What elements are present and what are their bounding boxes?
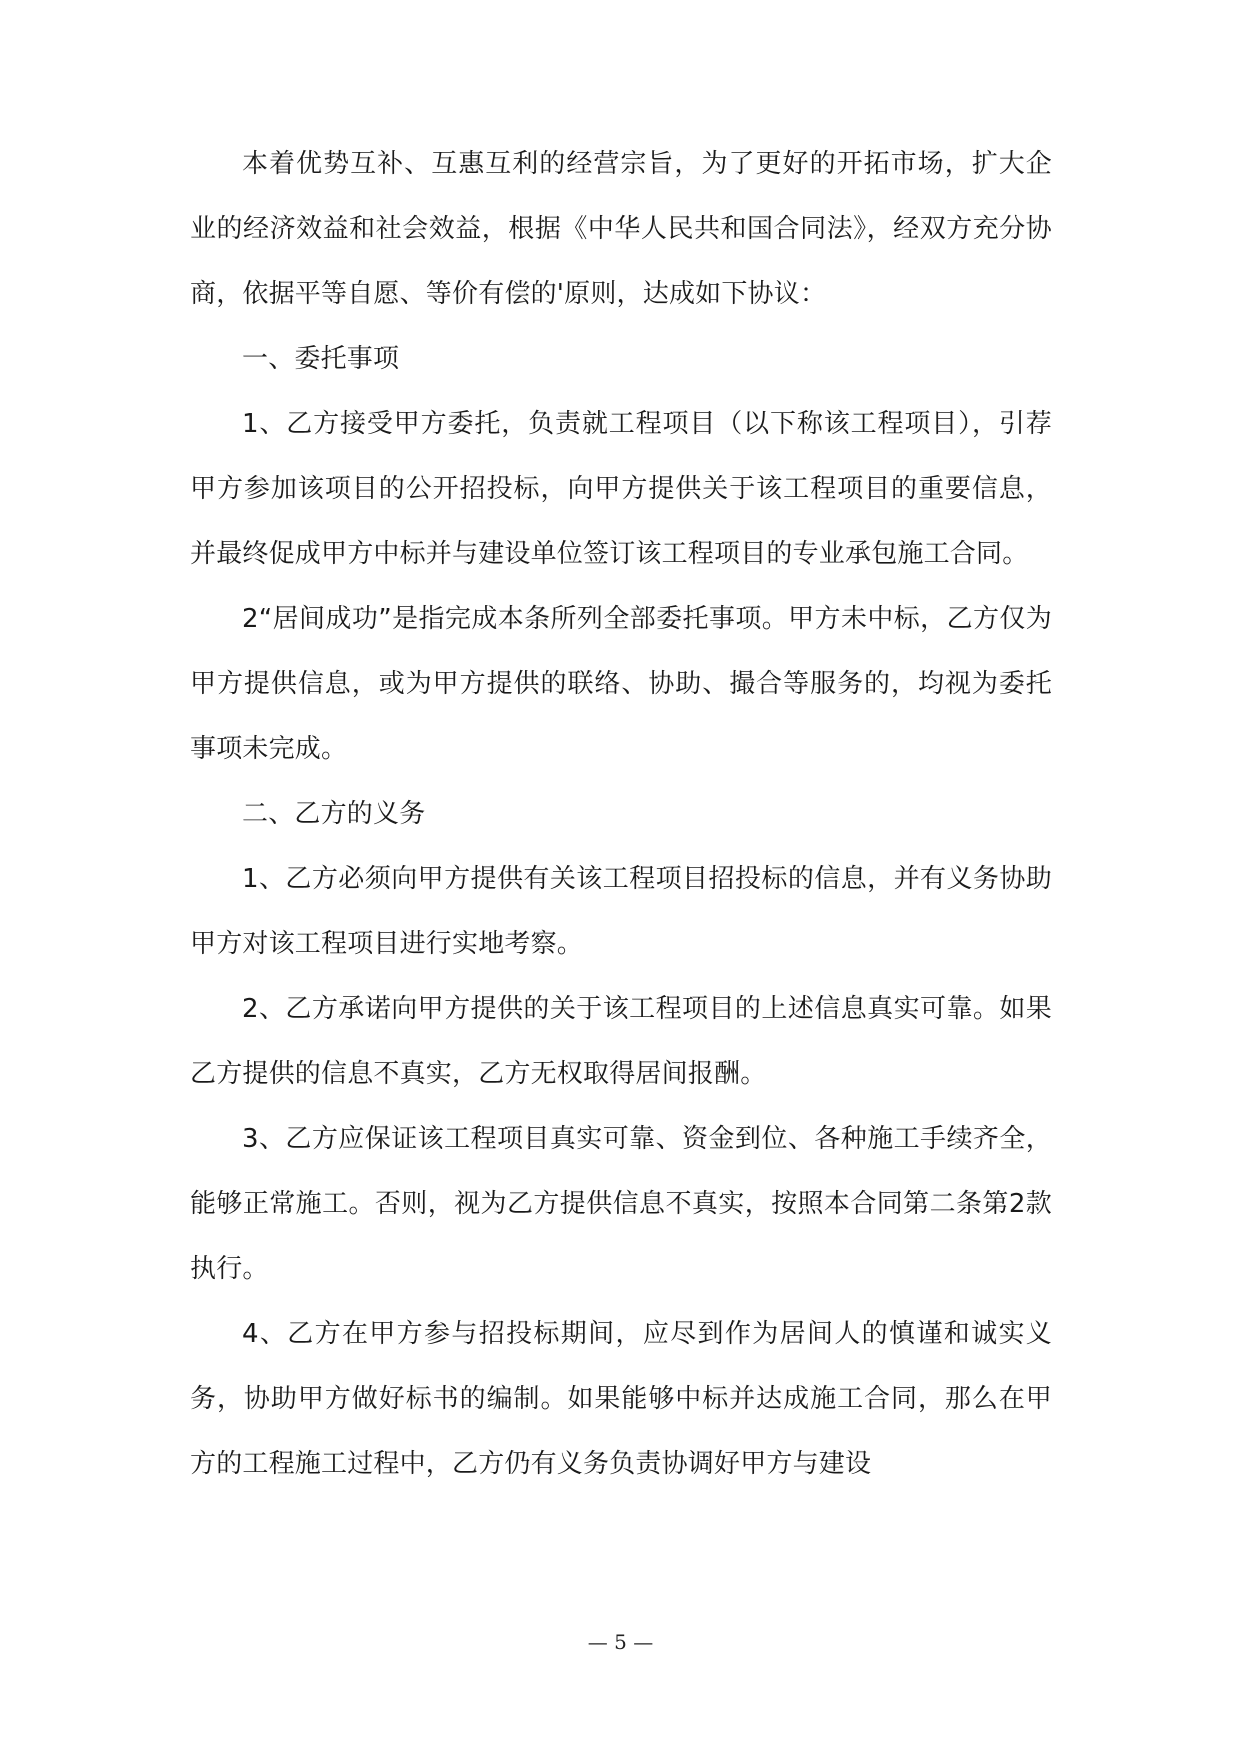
clause-paragraph: 3、乙方应保证该工程项目真实可靠、资金到位、各种施工手续齐全，能够正常施工。否则，视为乙方提供信息不真实，按照本合同第二条第2款执行。	[190, 1124, 1052, 1284]
section-heading-party-b-obligations: 二、乙方的义务	[242, 799, 426, 829]
clause-paragraph: 1、乙方必须向甲方提供有关该工程项目招投标的信息，并有义务协助甲方对该工程项目进行实地考察。	[190, 864, 1052, 959]
document-body	[190, 132, 1052, 1497]
clause-paragraph: 2“居间成功”是指完成本条所列全部委托事项。甲方未中标，乙方仅为甲方提供信息，或为甲方提供的联络、协助、撮合等服务的，均视为委托事项未完成。	[190, 604, 1052, 764]
page-number: — 5 —	[587, 1630, 654, 1654]
clause-paragraph: 4、乙方在甲方参与招投标期间，应尽到作为居间人的慎谨和诚实义务，协助甲方做好标书的编制。如果能够中标并达成施工合同，那么在甲方的工程施工过程中，乙方仍有义务负责协调好甲方与建设	[190, 1319, 1052, 1479]
clause-paragraph: 2、乙方承诺向甲方提供的关于该工程项目的上述信息真实可靠。如果乙方提供的信息不真实，乙方无权取得居间报酬。	[190, 994, 1052, 1089]
section-heading-entrusted-matters: 一、委托事项	[242, 344, 400, 374]
intro-paragraph: 本着优势互补、互惠互利的经营宗旨，为了更好的开拓市场，扩大企业的经济效益和社会效益，根据《中华人民共和国合同法》，经双方充分协商，依据平等自愿、等价有偿的'原则，达成如下协议：	[190, 149, 1052, 309]
clause-paragraph: 1、乙方接受甲方委托，负责就工程项目（以下称该工程项目），引荐甲方参加该项目的公开招投标，向甲方提供关于该工程项目的重要信息，并最终促成甲方中标并与建设单位签订该工程项目的专业承包施工合同。	[190, 409, 1052, 569]
